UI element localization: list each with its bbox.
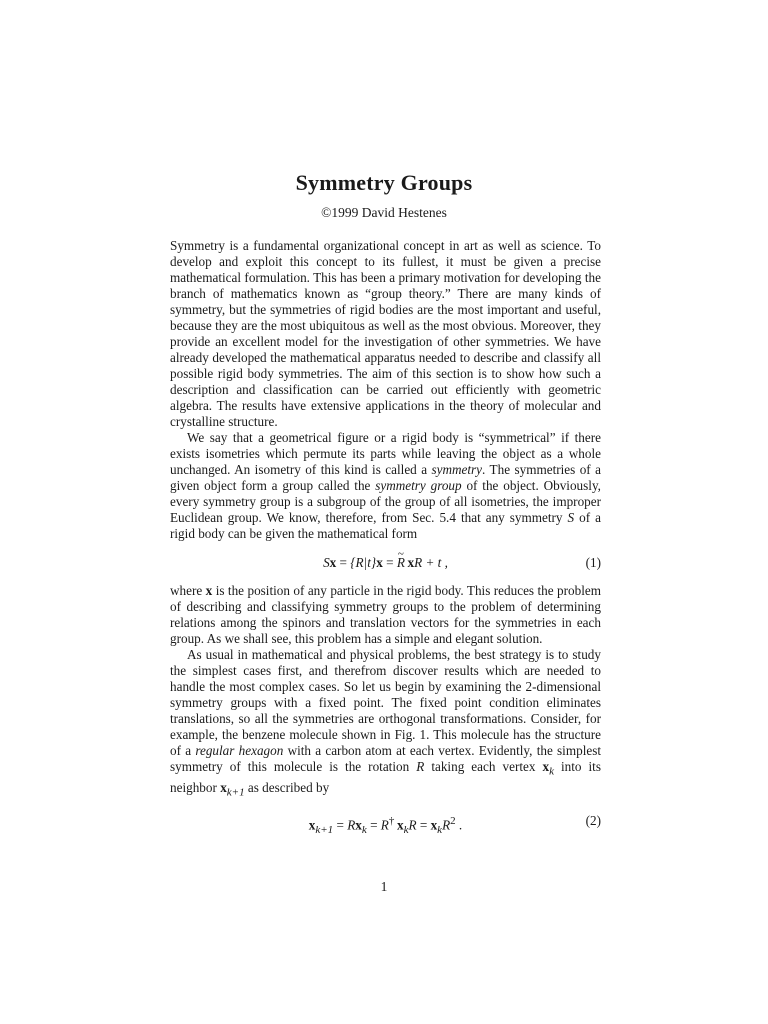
equation-2: $x_{k+1} = Rx_k = R^\dagger$ $x_kR = x_kR^2$ . (2) xyxy=(170,810,601,832)
paragraph-2: We say that a geometrical figure or a rigid body is “symmetrical” if there exists isometries which permute its parts while leaving the object as a whole unchanged. An isometry of this kind is called a symmetry. The symmetries of a given object form a group called the symmetry group of the object. Obviously, every symmetry group is a subgroup of the group of all isometries, the improper Euclidean group. We know, therefore, from Sec. 5.4 that any symmetry S of a rigid body can be given the mathematical form xyxy=(170,430,601,541)
symbol-R: R xyxy=(416,759,425,774)
equation-number-1: (1) xyxy=(585,555,601,570)
r-tilde: ~ R xyxy=(397,552,405,574)
paragraph-4: As usual in mathematical and physical problems, the best strategy is to study the simplest cases first, and therefrom discover results which are needed to handle the most complex cases. So let us begin by examining the 2-dimensional symmetry groups with a fixed point. The fixed point condition eliminates translations, so all the symmetries are orthogonal transformations. Consider, for example, the benzene molecule shown in Fig. 1. This molecule has the structure of a regular hexagon with a carbon atom at each vertex. Evidently, the simplest symmetry of this molecule is the rotation R taking each vertex $x_k$ into its neighbor $x_{k+1}$ as described by xyxy=(170,647,602,799)
equation-1: Sx = {R|t}x = ~ R xR + t , (1) xyxy=(170,552,601,574)
term-regular-hexagon: regular hexagon xyxy=(195,743,284,758)
document-title: Symmetry Groups xyxy=(295,170,473,195)
paragraph-1: Symmetry is a fundamental organizational concept in art as well as science. To develop and exploit this concept to its fullest, it must be given a precise mathematical formulation. This has been a primary motivation for developing the branch of mathematics known as “group theory.” There are many kinds of symmetry, but the symmetries of rigid bodies are the most important and useful, because they are the most ubiquitous as well as the most obvious. Moreover, they provide an excellent model for the investigation of other symmetries. We have already developed the mathematical apparatus needed to describe and classify all possible rigid body symmetries. The aim of this section is to show how such a description and classification can be carried out efficiently with geometric algebra. The results have extensive applications in the theory of molecular and crystalline structure. xyxy=(170,238,601,429)
term-symmetry: symmetry xyxy=(431,462,483,477)
paragraph-3: where x is the position of any particle in the rigid body. This reduces the problem of describing and classifying symmetry groups to the problem of determining relations among the spinors and translation vectors for the symmetries in each group. As we shall see, this problem has a simple and elegant solution. xyxy=(170,583,601,646)
page-number: 1 xyxy=(380,879,388,894)
equation-number-2: (2) xyxy=(585,813,601,829)
term-symmetry-group: symmetry group xyxy=(375,478,462,493)
symbol-S: S xyxy=(567,510,575,525)
body-text xyxy=(170,238,601,841)
author-line: ©1999 David Hestenes xyxy=(321,205,447,220)
